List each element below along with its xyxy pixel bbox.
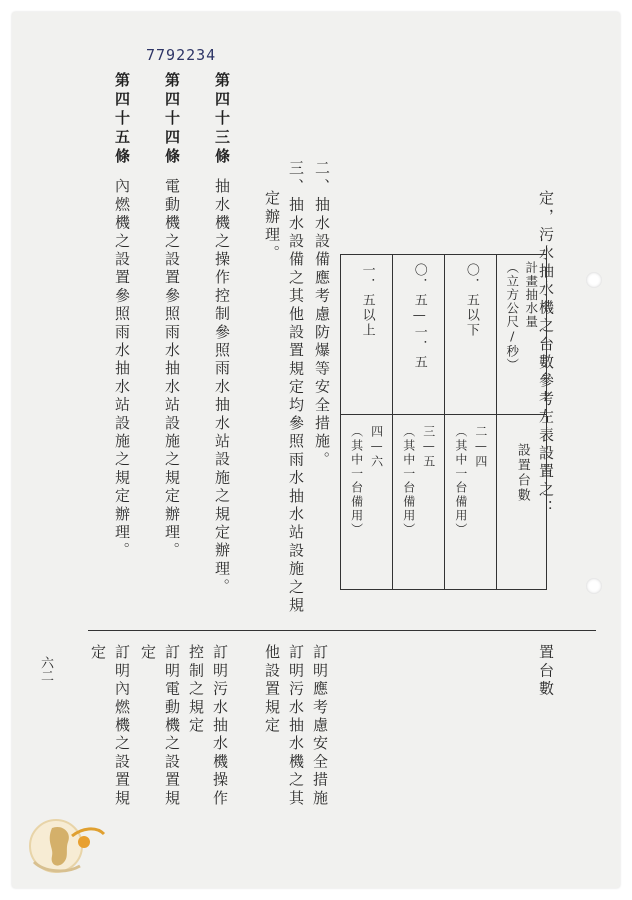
note-col-6b: 定 <box>89 644 107 663</box>
stamp-number: 7792234 <box>146 46 217 64</box>
item-3-text: 三、抽水設備之其他設置規定均參照雨水抽水站設施之規 <box>287 160 305 615</box>
binder-hole-bottom <box>586 578 602 594</box>
article-44-text: 電動機之設置參照雨水抽水站設施之規定辦理。 <box>163 178 181 561</box>
table-cell-r2-count: 三—五 （其中一台備用） <box>393 415 445 590</box>
binder-hole-top <box>586 272 602 288</box>
table-cell-r3-count: 四—六 （其中一台備用） <box>341 415 393 590</box>
table-header-count: 設置台數 <box>497 415 547 590</box>
note-col-1: 置台數 <box>537 644 555 699</box>
pump-count-table <box>340 254 547 590</box>
note-col-5b: 定 <box>139 644 157 663</box>
table-header-flow <box>497 255 547 415</box>
table-cell-r1-count-note: 二—四 （其中一台備用） <box>445 415 497 590</box>
article-45-label: 第四十五條 <box>113 72 131 167</box>
table-cell-r1-count: 一．五以上 <box>341 255 393 415</box>
header-flow-unit: （立方公尺/秒） <box>504 261 520 372</box>
table-cell-r3-range: 〇．五以下 <box>445 255 497 415</box>
note-col-5a: 訂明電動機之設置規 <box>163 644 181 808</box>
item-3-text-cont: 定辦理。 <box>263 190 281 263</box>
archive-logo-icon <box>22 806 114 878</box>
header-flow-label: 計畫抽水量 <box>523 261 539 329</box>
note-col-6a: 訂明內燃機之設置規 <box>113 644 131 808</box>
table-cell-r2-range: 〇．五—一．五 <box>393 255 445 415</box>
item-2-text: 二、抽水設備應考慮防爆等安全措施。 <box>313 160 331 470</box>
continuation-text: 定，污水抽水機之台數參考左表設置之： <box>537 190 555 518</box>
section-divider <box>88 630 596 631</box>
article-43-label: 第四十三條 <box>213 72 231 167</box>
article-43-text: 抽水機之操作控制參照雨水抽水站設施之規定辦理。 <box>213 178 231 597</box>
note-col-3b: 他設置規定 <box>263 644 281 735</box>
note-col-4a: 訂明污水抽水機操作 <box>211 644 229 808</box>
page-number: 六二 <box>38 656 53 682</box>
note-col-2: 訂明應考慮安全措施 <box>311 644 329 808</box>
article-45-text: 內燃機之設置參照雨水抽水站設施之規定辦理。 <box>113 178 131 561</box>
note-col-4b: 控制之規定 <box>187 644 205 735</box>
note-col-3a: 訂明污水抽水機之其 <box>287 644 305 808</box>
article-44-label: 第四十四條 <box>163 72 181 167</box>
